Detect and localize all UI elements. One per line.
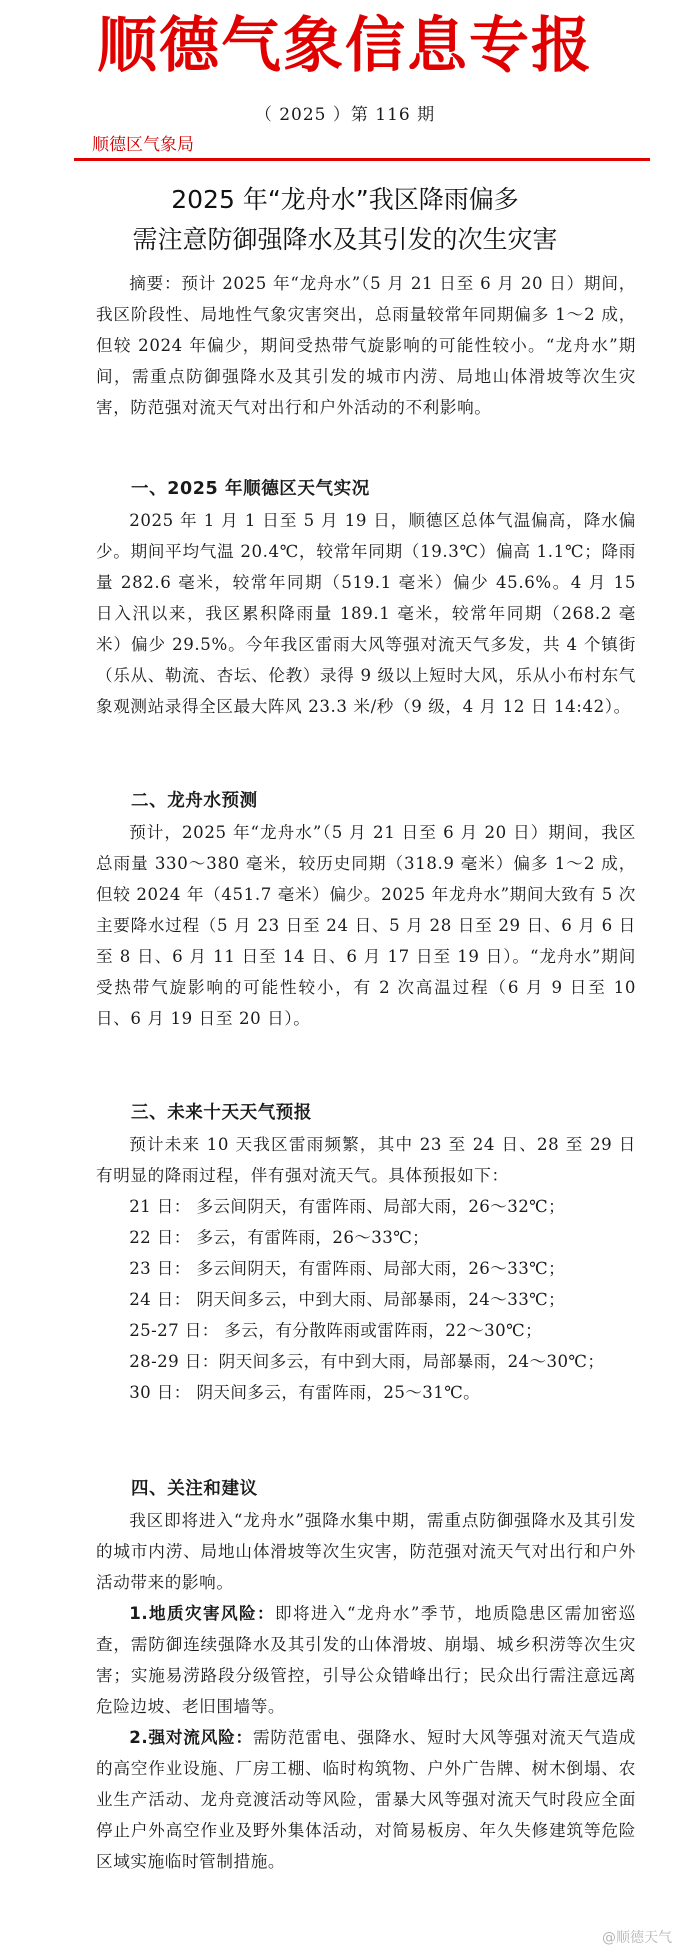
forecast-day: 25-27 日： 多云，有分散阵雨或雷阵雨，22～30℃；	[129, 1321, 543, 1340]
title-line-2: 需注意防御强降水及其引发的次生灾害	[132, 225, 558, 254]
advice-1-label: 1.地质灾害风险：	[129, 1604, 276, 1623]
forecast-day: 23 日： 多云间阴天，有雷阵雨、局部大雨，26～33℃；	[129, 1259, 566, 1278]
issue-number: （ 2025 ）第 116 期	[254, 105, 436, 125]
advice-2-text: 需防范雷电、强降水、短时大风等强对流天气造成的高空作业设施、厂房工棚、临时构筑物、户外广告牌、树木倒塌、农业生产活动、龙舟竞渡活动等风险，雷暴大风等强对流天气时段应全面停止户外高空作业及野外集体活动，对简易板房、年久失修建筑等危险区域实施临时管制措施。	[96, 1728, 636, 1871]
advice-2-label: 2.强对流风险：	[129, 1728, 253, 1747]
forecast-day: 28-29 日：阴天间多云，有中到大雨，局部暴雨，24～30℃；	[129, 1352, 605, 1371]
section-weather-review	[96, 474, 636, 722]
forecast-list	[96, 1191, 636, 1408]
section-4-intro: 我区即将进入“龙舟水”强降水集中期，需重点防御强降水及其引发的城市内涝、局地山体滑坡等次生灾害，防范强对流天气对出行和户外活动带来的影响。	[96, 1511, 636, 1592]
abstract-text: 摘要：预计 2025 年“龙舟水”（5 月 21 日至 6 月 20 日）期间，我区阶段性、局地性气象灾害突出，总雨量较常年同期偏多 1～2 成，但较 2024 年偏少，期间受热带气旋影响的可能性较小。“龙舟水”期间，需重点防御强降水及其引发的城市内涝、局地山体滑坡等次生灾害，防范强对流天气对出行和户外活动的不利影响。	[96, 274, 636, 417]
advice-geological-risk	[96, 1598, 636, 1722]
masthead-title: 顺德气象信息专报	[97, 11, 593, 81]
forecast-day: 21 日： 多云间阴天，有雷阵雨、局部大雨，26～32℃；	[129, 1197, 566, 1216]
section-ten-day-forecast	[96, 1098, 636, 1408]
section-4-heading: 四、关注和建议	[131, 1479, 258, 1499]
title-line-1: 2025 年“龙舟水”我区降雨偏多	[171, 185, 519, 214]
section-1-heading: 一、2025 年顺德区天气实况	[131, 479, 370, 499]
section-forecast-outlook	[96, 786, 636, 1034]
section-3-intro: 预计未来 10 天我区雷雨频繁，其中 23 至 24 日、28 至 29 日有明显的降雨过程，伴有强对流天气。具体预报如下：	[96, 1135, 636, 1185]
forecast-day: 24 日： 阴天间多云，中到大雨、局部暴雨，24～33℃；	[129, 1290, 566, 1309]
section-advice	[96, 1474, 636, 1877]
section-2-heading: 二、龙舟水预测	[131, 791, 258, 811]
advice-convection-risk	[96, 1722, 636, 1877]
section-3-heading: 三、未来十天天气预报	[131, 1103, 312, 1123]
forecast-day: 30 日： 阴天间多云，有雷阵雨，25～31℃。	[129, 1383, 481, 1402]
issuing-organization: 顺德区气象局	[92, 135, 194, 155]
section-1-text: 2025 年 1 月 1 日至 5 月 19 日，顺德区总体气温偏高，降水偏少。期间平均气温 20.4℃，较常年同期（19.3℃）偏高 1.1℃；降雨量 282.6 毫米，较常年同期（519.1 毫米）偏少 45.6%。4 月 15 日入汛以来，我区累积降雨量 189.1 毫米，较常年同期（268.2 毫米）偏少 29.5%。今年我区雷雨大风等强对流天气多发，共 4 个镇街（乐从、勒流、杏坛、伦教）录得 9 级以上短时大风，乐从小布村东气象观测站录得全区最大阵风 23.3 米/秒（9 级，4 月 12 日 14:42）。	[96, 511, 636, 716]
abstract-block	[96, 268, 636, 423]
weibo-watermark: @顺德天气	[602, 1930, 672, 1946]
section-2-text: 预计，2025 年“龙舟水”（5 月 21 日至 6 月 20 日）期间，我区总雨量 330～380 毫米，较历史同期（318.9 毫米）偏多 1～2 成，但较 2024 年（451.7 毫米）偏少。2025 年龙舟水”期间大致有 5 次主要降水过程（5 月 23 日至 24 日、5 月 28 日至 29 日、6 月 6 日至 8 日、6 月 11 日至 14 日、6 月 17 日至 19 日）。“龙舟水”期间受热带气旋影响的可能性较小，有 2 次高温过程（6 月 9 日至 10 日、6 月 19 日至 20 日）。	[96, 823, 636, 1028]
red-divider-line	[74, 158, 650, 161]
advice-1-text: 即将进入“龙舟水”季节，地质隐患区需加密巡查，需防御连续强降水及其引发的山体滑坡、崩塌、城乡积涝等次生灾害；实施易涝路段分级管控，引导公众错峰出行；民众出行需注意远离危险边坡、老旧围墙等。	[96, 1604, 636, 1716]
forecast-day: 22 日： 多云，有雷阵雨，26～33℃；	[129, 1228, 430, 1247]
document-title	[0, 180, 690, 260]
